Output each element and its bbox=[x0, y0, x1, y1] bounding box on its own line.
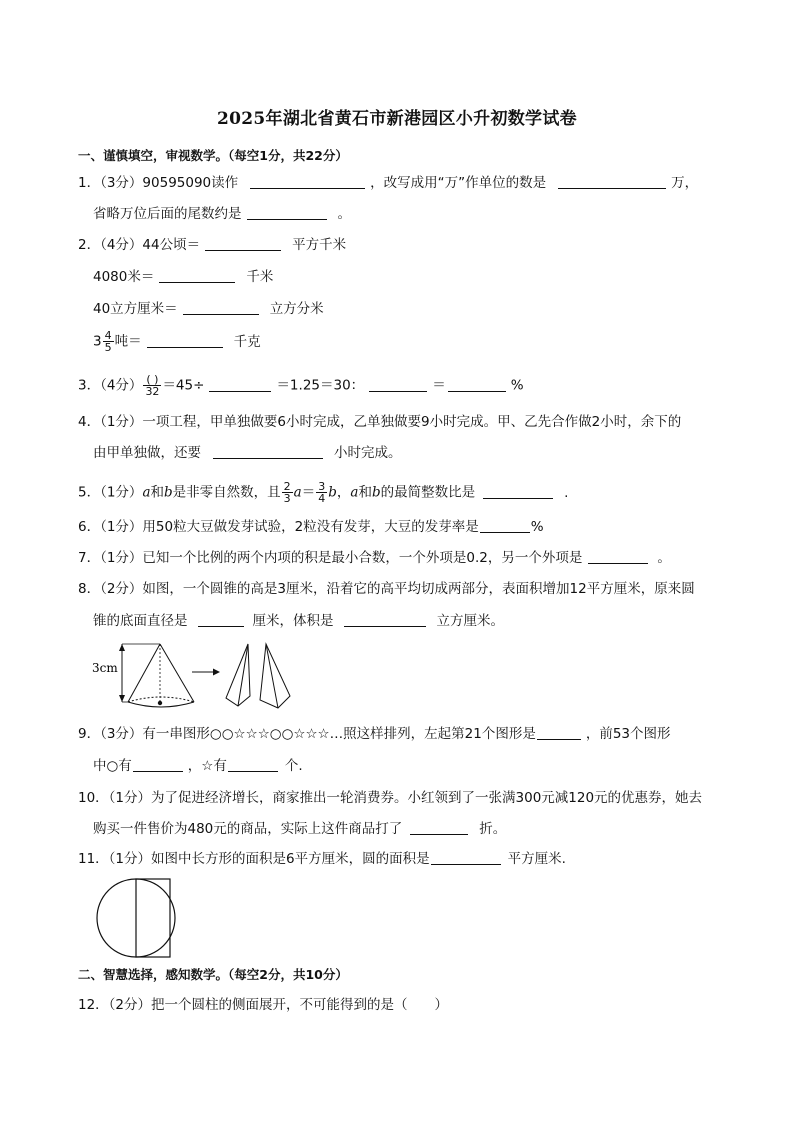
q9-blank-1[interactable] bbox=[537, 725, 581, 740]
q1-blank-2[interactable] bbox=[558, 174, 666, 189]
question-1-line-1 bbox=[78, 174, 698, 192]
q3-text-a: 3．（4分） bbox=[78, 377, 143, 394]
transform-arrow-head bbox=[213, 669, 220, 676]
q7-text-b: 。 bbox=[657, 550, 671, 566]
half-cone-right bbox=[260, 644, 290, 708]
q2-blank-2[interactable] bbox=[159, 268, 235, 283]
q6-text-a: 6．（1分）用50粒大豆做发芽试验，2粒没有发芽，大豆的发芽率是 bbox=[78, 519, 479, 535]
q2-blank-4[interactable] bbox=[147, 333, 223, 348]
q1-text-b: ，改写成用“万”作单位的数是 bbox=[370, 175, 547, 191]
q5-text-c: 是非零自然数，且 bbox=[172, 484, 281, 501]
cone-figure bbox=[88, 638, 308, 712]
q3-blank-1[interactable] bbox=[209, 377, 271, 392]
question-2-line-1 bbox=[78, 236, 346, 254]
section-2-heading: 二、智慧选择，感知数学。（每空2分，共10分） bbox=[78, 967, 348, 982]
q2-text-d: 吨＝ bbox=[114, 333, 142, 350]
q5-var-b: b bbox=[164, 484, 173, 501]
q9-blank-2[interactable] bbox=[133, 757, 183, 772]
question-2-line-4 bbox=[93, 330, 261, 353]
q8-blank-2[interactable] bbox=[344, 612, 426, 627]
half-cone-left-edge bbox=[238, 644, 248, 706]
arrow-up bbox=[119, 644, 125, 651]
q5-text-b: 和 bbox=[150, 484, 164, 501]
cone-height-label: 3cm bbox=[92, 661, 118, 675]
q2-blank-3[interactable] bbox=[183, 300, 259, 315]
q5-frac2-den: 4 bbox=[318, 492, 326, 505]
question-2-line-3 bbox=[93, 300, 324, 318]
question-9-line-2 bbox=[93, 757, 303, 775]
q6-blank-1[interactable] bbox=[480, 518, 530, 533]
question-4-line-1: 4．（1分）一项工程，甲单独做要6小时完成，乙单独做要9小时完成。甲、乙先合作做2小时，余下的 bbox=[78, 414, 682, 430]
q5-blank-1[interactable] bbox=[483, 484, 553, 499]
q3-frac-den: 32 bbox=[145, 385, 160, 398]
circle-rectangle-figure bbox=[94, 878, 176, 958]
q8-text-c: 厘米，体积是 bbox=[252, 613, 334, 629]
q3-blank-2[interactable] bbox=[369, 377, 427, 392]
q5-var-a-3: a bbox=[350, 484, 359, 501]
q2-text-c2: 立方分米 bbox=[269, 301, 324, 317]
q5-fraction-2 bbox=[316, 481, 327, 504]
q2-text-d2: 千克 bbox=[233, 333, 261, 350]
q8-text-d: 立方厘米。 bbox=[436, 613, 504, 629]
q7-blank-1[interactable] bbox=[588, 549, 648, 564]
q9-text-d: ，☆有 bbox=[187, 758, 227, 774]
q5-var-b-3: b bbox=[371, 484, 381, 501]
q5-text-a: 5．（1分） bbox=[78, 484, 143, 501]
question-4-line-2 bbox=[93, 444, 402, 462]
q11-text-b: 平方厘米. bbox=[507, 851, 566, 867]
q5-fraction-1 bbox=[282, 481, 293, 504]
question-10-line-1: 10．（1分）为了促进经济增长，商家推出一轮消费券。小红领到了一张满300元减120元的优惠券，她去 bbox=[78, 790, 703, 806]
q3-text-b: ＝45÷ bbox=[162, 377, 205, 394]
q5-frac1-den: 3 bbox=[283, 492, 291, 505]
q1-text-a: 1．（3分）90595090读作 bbox=[78, 175, 239, 191]
arrow-down bbox=[119, 695, 125, 702]
q2-frac-den: 5 bbox=[104, 341, 112, 354]
q6-text-b: % bbox=[530, 519, 544, 535]
q5-text-f: . bbox=[564, 484, 569, 501]
q3-text-e: % bbox=[510, 377, 524, 394]
section-1-heading: 一、谨慎填空，审视数学。（每空1分，共22分） bbox=[78, 148, 348, 163]
q4-blank-1[interactable] bbox=[213, 444, 323, 459]
question-12: 12．（2分）把一个圆柱的侧面展开，不可能得到的是（ ） bbox=[78, 997, 449, 1013]
q3-fraction bbox=[143, 374, 161, 397]
q11-blank-1[interactable] bbox=[431, 850, 501, 865]
q5-var-b-2: b bbox=[328, 484, 337, 501]
q5-eq: ＝ bbox=[301, 484, 316, 501]
cone-left-edge bbox=[128, 644, 160, 702]
q5-text-d: ， bbox=[336, 484, 351, 501]
q4-text-c: 小时完成。 bbox=[334, 445, 402, 461]
q8-text-b: 锥的底面直径是 bbox=[93, 613, 188, 629]
q2-fraction bbox=[103, 330, 114, 353]
q1-text-c: 万， bbox=[671, 175, 699, 191]
q9-blank-3[interactable] bbox=[228, 757, 278, 772]
q7-text-a: 7．（1分）已知一个比例的两个内项的积是最小合数，一个外项是0.2，另一个外项是 bbox=[78, 550, 583, 566]
question-3 bbox=[78, 374, 524, 397]
q2-mixed-whole: 3 bbox=[93, 333, 102, 350]
question-8-line-1: 8．（2分）如图，一个圆锥的高是3厘米，沿着它的高平均切成两部分，表面积增加12平方厘米，原来圆 bbox=[78, 581, 695, 597]
question-7 bbox=[78, 549, 671, 567]
q10-text-b: 购买一件售价为480元的商品，实际上这件商品打了 bbox=[93, 821, 403, 837]
question-2-line-2 bbox=[93, 268, 273, 286]
question-11 bbox=[78, 850, 566, 868]
q9-text-c: 中○有 bbox=[93, 758, 132, 774]
q1-text-d: 省略万位后面的尾数约是 bbox=[93, 206, 242, 222]
q3-text-c: ＝1.25＝30： bbox=[276, 377, 365, 394]
question-5 bbox=[78, 481, 568, 504]
question-1-line-2 bbox=[93, 205, 351, 223]
q3-blank-3[interactable] bbox=[448, 377, 506, 392]
q1-text-e: 。 bbox=[337, 206, 351, 222]
q5-var-a: a bbox=[142, 484, 151, 501]
question-10-line-2 bbox=[93, 820, 506, 838]
q11-text-a: 11．（1分）如图中长方形的面积是6平方厘米，圆的面积是 bbox=[78, 851, 430, 867]
q2-text-a: 2．（4分）44公顷＝ bbox=[78, 237, 201, 253]
q3-text-d: ＝ bbox=[432, 377, 446, 394]
q10-text-c: 折。 bbox=[479, 821, 507, 837]
question-8-line-2 bbox=[93, 612, 504, 630]
half-cone-right-edge bbox=[266, 644, 278, 708]
q2-blank-1[interactable] bbox=[205, 236, 281, 251]
q9-text-e: 个. bbox=[284, 758, 303, 774]
question-6 bbox=[78, 518, 544, 536]
rectangle-shape bbox=[136, 879, 170, 957]
q5-frac2-num: 3 bbox=[318, 480, 326, 493]
q2-text-a2: 平方千米 bbox=[292, 237, 347, 253]
q5-text-b-2: 和 bbox=[358, 484, 372, 501]
page-title: 2025年湖北省黄石市新港园区小升初数学试卷 bbox=[217, 109, 577, 129]
q2-text-c: 40立方厘米＝ bbox=[93, 301, 178, 317]
q8-blank-1[interactable] bbox=[198, 612, 244, 627]
q10-blank-1[interactable] bbox=[410, 820, 468, 835]
q4-text-b: 由甲单独做，还要 bbox=[93, 445, 201, 461]
q5-var-a-2: a bbox=[293, 484, 302, 501]
question-9-line-1 bbox=[78, 725, 671, 743]
q1-blank-3[interactable] bbox=[247, 205, 327, 220]
q9-text-b: ，前53个图形 bbox=[585, 726, 671, 742]
q2-text-b: 4080米＝ bbox=[93, 269, 155, 285]
q5-frac1-num: 2 bbox=[283, 480, 291, 493]
q2-text-b2: 千米 bbox=[246, 269, 274, 285]
q2-frac-num: 4 bbox=[104, 329, 112, 342]
cone-center-dot bbox=[158, 701, 162, 705]
q3-frac-num: ( ) bbox=[143, 374, 161, 386]
q9-text-a: 9．（3分）有一串图形○○☆☆☆○○☆☆☆…照这样排列，左起第21个图形是 bbox=[78, 726, 536, 742]
q1-blank-1[interactable] bbox=[250, 174, 365, 189]
cone-right-edge bbox=[160, 644, 194, 702]
q5-text-e: 的最简整数比是 bbox=[380, 484, 476, 501]
